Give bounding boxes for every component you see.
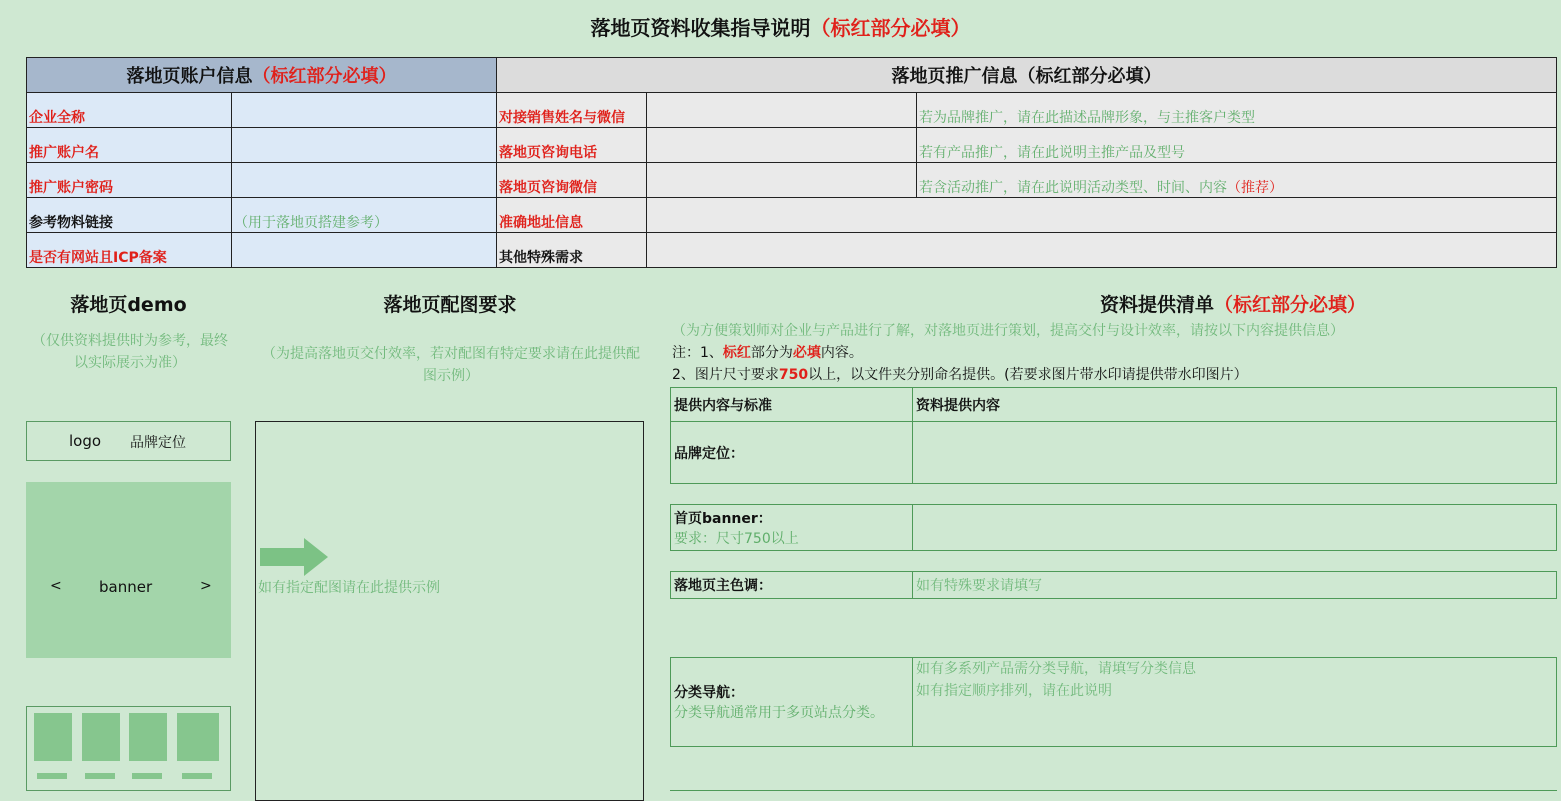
note-red-text: 标红 [722, 345, 751, 361]
main-color-input[interactable]: 如有特殊要求请填写 [913, 572, 1557, 599]
account-header [27, 58, 497, 93]
promo-label: 其他特殊需求 [497, 233, 647, 268]
promo-value-cell[interactable] [647, 163, 917, 198]
title-main: 落地页资料收集指导说明 [590, 16, 811, 40]
table-row [27, 93, 1557, 128]
image-example-area[interactable] [255, 421, 644, 801]
nav-hint: 如有指定顺序排列，请在此说明 [916, 683, 1112, 699]
brand-position-label: 品牌定位： [671, 422, 913, 484]
table-row [27, 233, 1557, 268]
account-value-cell[interactable] [232, 233, 497, 268]
account-value-cell[interactable] [232, 128, 497, 163]
table-row [27, 128, 1557, 163]
logo-label: logo [69, 432, 102, 450]
nav-label-cell [671, 658, 913, 747]
promo-value-cell[interactable] [647, 93, 917, 128]
promo-hint-cell[interactable]: 若为品牌推广，请在此描述品牌形象，与主推客户类型 [917, 93, 1557, 128]
note-text: 内容。 [820, 345, 863, 361]
account-label: 参考物料链接 [27, 198, 232, 233]
brand-label: 品牌定位 [130, 435, 186, 451]
demo-product-grid [26, 706, 231, 791]
info-table [26, 57, 1557, 268]
promo-hint-cell[interactable]: 若有产品推广，请在此说明主推产品及型号 [917, 128, 1557, 163]
account-header-text: 落地页账户信息 [126, 66, 253, 87]
promo-label: 落地页咨询电话 [497, 128, 647, 163]
promo-hint-recommend: （推荐） [1227, 180, 1283, 196]
demo-banner [26, 482, 231, 658]
promo-header: 落地页推广信息（标红部分必填） [497, 58, 1557, 93]
prev-icon[interactable]: < [50, 578, 62, 594]
note-text: 以上，以文件夹分别命名提供。(若要求图片带水印请提供带水印图片） [808, 367, 1248, 383]
note-text: 2、图片尺寸要求 [672, 367, 779, 383]
note-text: 部分为 [750, 345, 793, 361]
banner-requirement: 要求：尺寸750以上 [674, 530, 799, 547]
nav-hint: 如有多系列产品需分类导航，请填写分类信息 [916, 661, 1196, 677]
note-text: 注：1、 [672, 345, 723, 361]
account-label: 是否有网站且ICP备案 [27, 233, 232, 268]
product-thumbnail [82, 713, 120, 761]
nav-input[interactable] [913, 658, 1557, 747]
main-color-label: 落地页主色调： [671, 572, 913, 599]
account-label: 推广账户密码 [27, 163, 232, 198]
account-value-cell[interactable] [232, 163, 497, 198]
checklist-header-table [670, 387, 1557, 484]
page-title [0, 12, 1561, 41]
banner-input[interactable] [913, 505, 1557, 551]
account-header-required: （标红部分必填） [252, 66, 397, 87]
checklist-hint: （为方便策划师对企业与产品进行了解，对落地页进行策划，提高交付与设计效率，请按以下内容提供信息） [672, 323, 1344, 339]
image-req-hint: （为提高落地页交付效率，若对配图有特定要求请在此提供配图示例） [262, 346, 640, 384]
table-row [27, 163, 1557, 198]
banner-label: 首页banner： [674, 510, 772, 527]
product-caption-bar [85, 773, 115, 779]
promo-hint-text: 若含活动推广，请在此说明活动类型、时间、内容 [919, 180, 1227, 196]
demo-logo-bar [26, 421, 231, 461]
account-label: 推广账户名 [27, 128, 232, 163]
note-red-text: 750 [778, 367, 809, 383]
title-required: （标红部分必填） [810, 16, 971, 40]
column-header: 资料提供内容 [913, 388, 1557, 422]
account-value-cell[interactable]: （用于落地页搭建参考） [232, 198, 497, 233]
banner-label-cell [671, 505, 913, 551]
product-thumbnail [34, 713, 72, 761]
arrow-right-icon [260, 538, 328, 576]
checklist-note-2 [672, 364, 1248, 384]
demo-hint: （仅供资料提供时为参考，最终以实际展示为准） [32, 333, 228, 371]
promo-label: 对接销售姓名与微信 [497, 93, 647, 128]
checklist-color-table [670, 571, 1557, 599]
table-row [27, 198, 1557, 233]
promo-value-cell[interactable] [647, 233, 1557, 268]
checklist-title [900, 290, 1561, 317]
product-caption-bar [182, 773, 212, 779]
checklist-title-required: （标红部分必填） [1214, 294, 1367, 316]
image-req-title: 落地页配图要求 [383, 294, 517, 316]
nav-label: 分类导航： [674, 685, 744, 701]
next-row-edge [670, 790, 1557, 799]
column-header: 提供内容与标准 [671, 388, 913, 422]
product-caption-bar [132, 773, 162, 779]
checklist-title-text: 资料提供清单 [1100, 294, 1215, 316]
promo-label: 准确地址信息 [497, 198, 647, 233]
product-thumbnail [129, 713, 167, 761]
image-example-placeholder: 如有指定配图请在此提供示例 [258, 580, 440, 596]
brand-position-input[interactable] [913, 422, 1557, 484]
promo-label: 落地页咨询微信 [497, 163, 647, 198]
note-red-text: 必填 [792, 345, 821, 361]
product-caption-bar [37, 773, 67, 779]
account-label: 企业全称 [27, 93, 232, 128]
nav-requirement: 分类导航通常用于多页站点分类。 [674, 705, 884, 721]
checklist-note-1 [672, 342, 863, 362]
promo-value-cell[interactable] [647, 198, 1557, 233]
banner-label: banner [99, 578, 153, 596]
checklist-banner-table [670, 504, 1557, 551]
account-value-cell[interactable] [232, 93, 497, 128]
next-icon[interactable]: > [200, 578, 212, 594]
checklist-nav-table [670, 657, 1557, 747]
demo-title: 落地页demo [70, 294, 187, 316]
product-thumbnail [177, 713, 219, 761]
promo-value-cell[interactable] [647, 128, 917, 163]
promo-hint-cell[interactable] [917, 163, 1557, 198]
